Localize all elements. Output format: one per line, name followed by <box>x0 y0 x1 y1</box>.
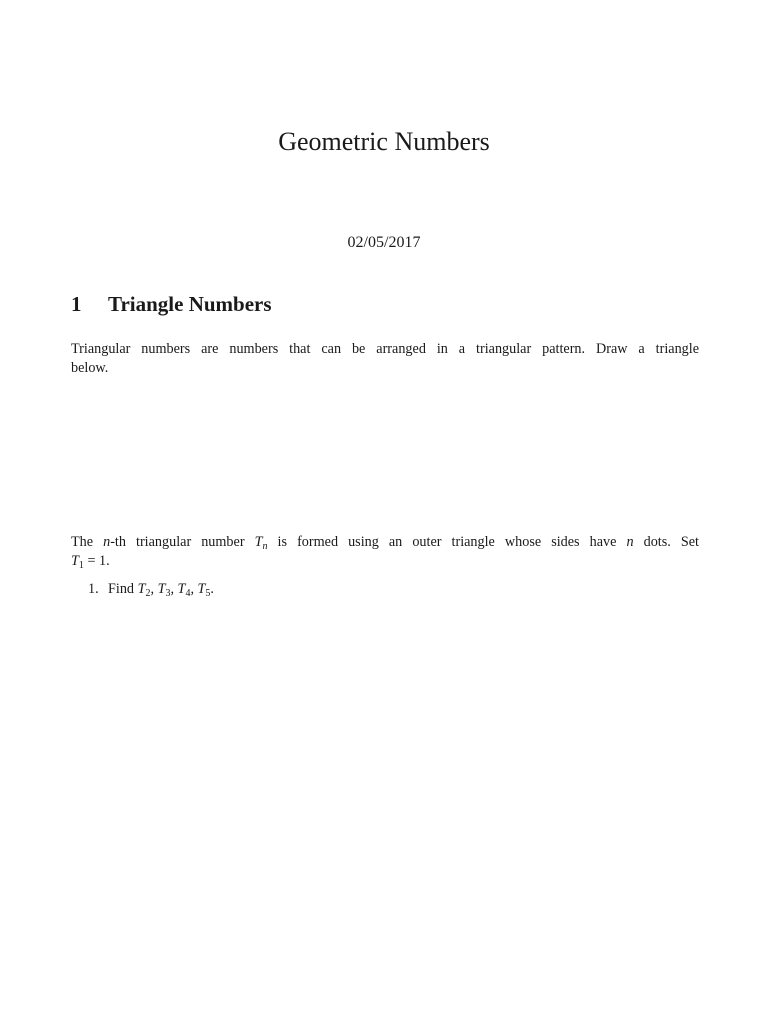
intro-paragraph <box>71 340 699 378</box>
intro-line-2: below. <box>71 360 109 376</box>
definition-line-1: The n-th triangular number $T_n$ is formed using an outer triangle whose sides have n dots. Set <box>71 534 699 552</box>
section-heading <box>71 290 272 318</box>
question-list <box>88 580 214 599</box>
document-title: Geometric Numbers <box>278 127 490 156</box>
section-title: Triangle Numbers <box>108 292 272 316</box>
section-number: 1 <box>71 292 82 316</box>
definition-line-2: $T_1 = 1$. <box>71 553 110 571</box>
list-item: 1. Find $T_2$, $T_3$, $T_4$, $T_5$. <box>88 581 214 599</box>
list-marker: 1. <box>88 581 99 597</box>
definition-paragraph <box>71 533 699 571</box>
intro-line-1: Triangular numbers are numbers that can be arranged in a triangular pattern. Draw a triangle <box>71 341 699 357</box>
document-date: 02/05/2017 <box>347 234 421 251</box>
